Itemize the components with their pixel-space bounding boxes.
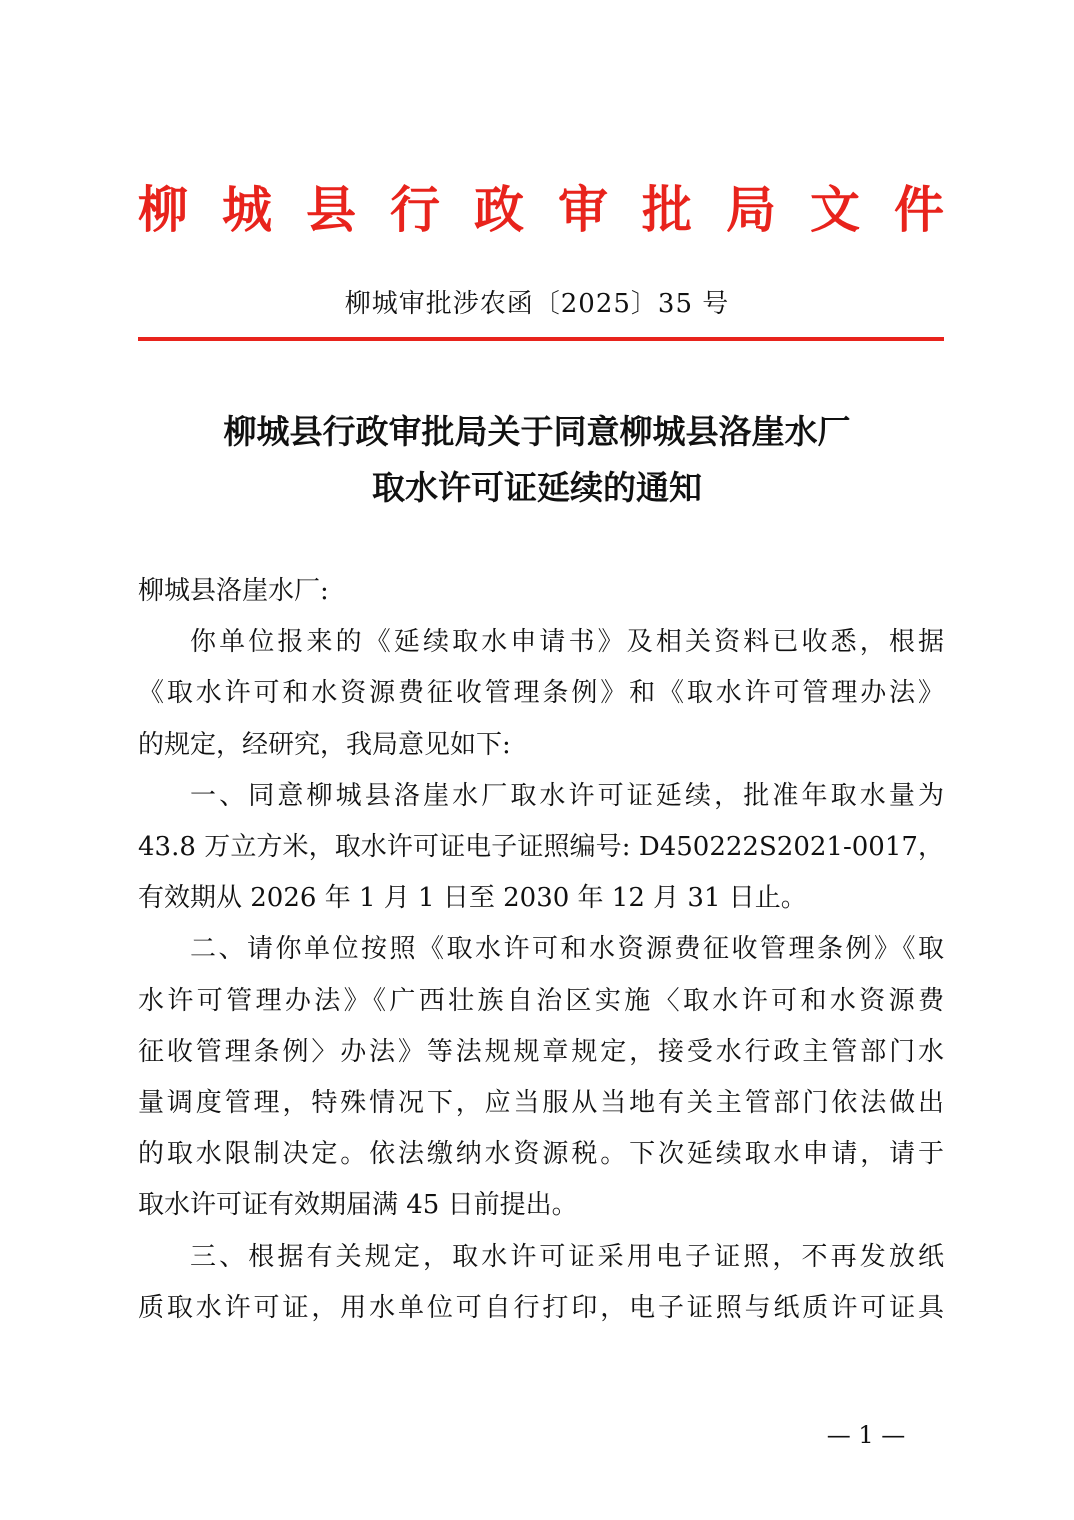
body-line: 43.8 万立方米，取水许可证电子证照编号: D450222S2021-0017， [138,832,944,863]
body-line: 的取水限制决定。依法缴纳水资源税。下次延续取水申请，请于 [138,1139,944,1170]
notice-title-line-2: 取水许可证延续的通知 [372,468,702,507]
header-char: 件 [894,181,944,239]
issuer-header-title [138,178,944,242]
body-line: 二、请你单位按照《取水许可和水资源费征收管理条例》《取 [190,934,944,965]
addressee-line: 柳城县洛崖水厂: [138,576,329,606]
body-line: 量调度管理，特殊情况下，应当服从当地有关主管部门依法做出 [138,1088,944,1119]
body-line: 取水许可证有效期届满 45 日前提出。 [138,1190,578,1221]
notice-title-line-1: 柳城县行政审批局关于同意柳城县洛崖水厂 [223,412,851,451]
letter-body [138,566,944,1334]
document-number: 柳城审批涉农函〔2025〕35 号 [344,289,730,319]
body-line: 质取水许可证，用水单位可自行打印，电子证照与纸质许可证具 [138,1292,944,1323]
body-line: 你单位报来的《延续取水申请书》及相关资料已收悉，根据 [190,627,944,658]
header-char: 文 [810,181,860,239]
header-char: 政 [474,181,524,239]
header-char: 审 [558,181,608,239]
body-line: 三、根据有关规定，取水许可证采用电子证照，不再发放纸 [190,1241,944,1272]
body-line: 的规定，经研究，我局意见如下: [138,729,511,760]
body-line: 一、同意柳城县洛崖水厂取水许可证延续，批准年取水量为 [190,780,944,811]
header-char: 柳 [138,181,188,239]
header-char: 城 [222,181,272,239]
body-line: 征收管理条例〉办法》等法规规章规定，接受水行政主管部门水 [138,1036,944,1067]
header-char: 批 [642,181,692,239]
notice-title [0,404,1074,516]
body-line: 《取水许可和水资源费征收管理条例》和《取水许可管理办法》 [138,678,944,709]
body-line: 水许可管理办法》《广西壮族自治区实施〈取水许可和水资源费 [138,985,944,1016]
header-char: 局 [726,181,776,239]
page-number: — 1 — [826,1421,906,1449]
header-char: 行 [390,181,440,239]
body-line: 有效期从 2026 年 1 月 1 日至 2030 年 12 月 31 日止。 [138,883,807,914]
header-char: 县 [306,181,356,239]
red-divider-line [138,337,944,341]
